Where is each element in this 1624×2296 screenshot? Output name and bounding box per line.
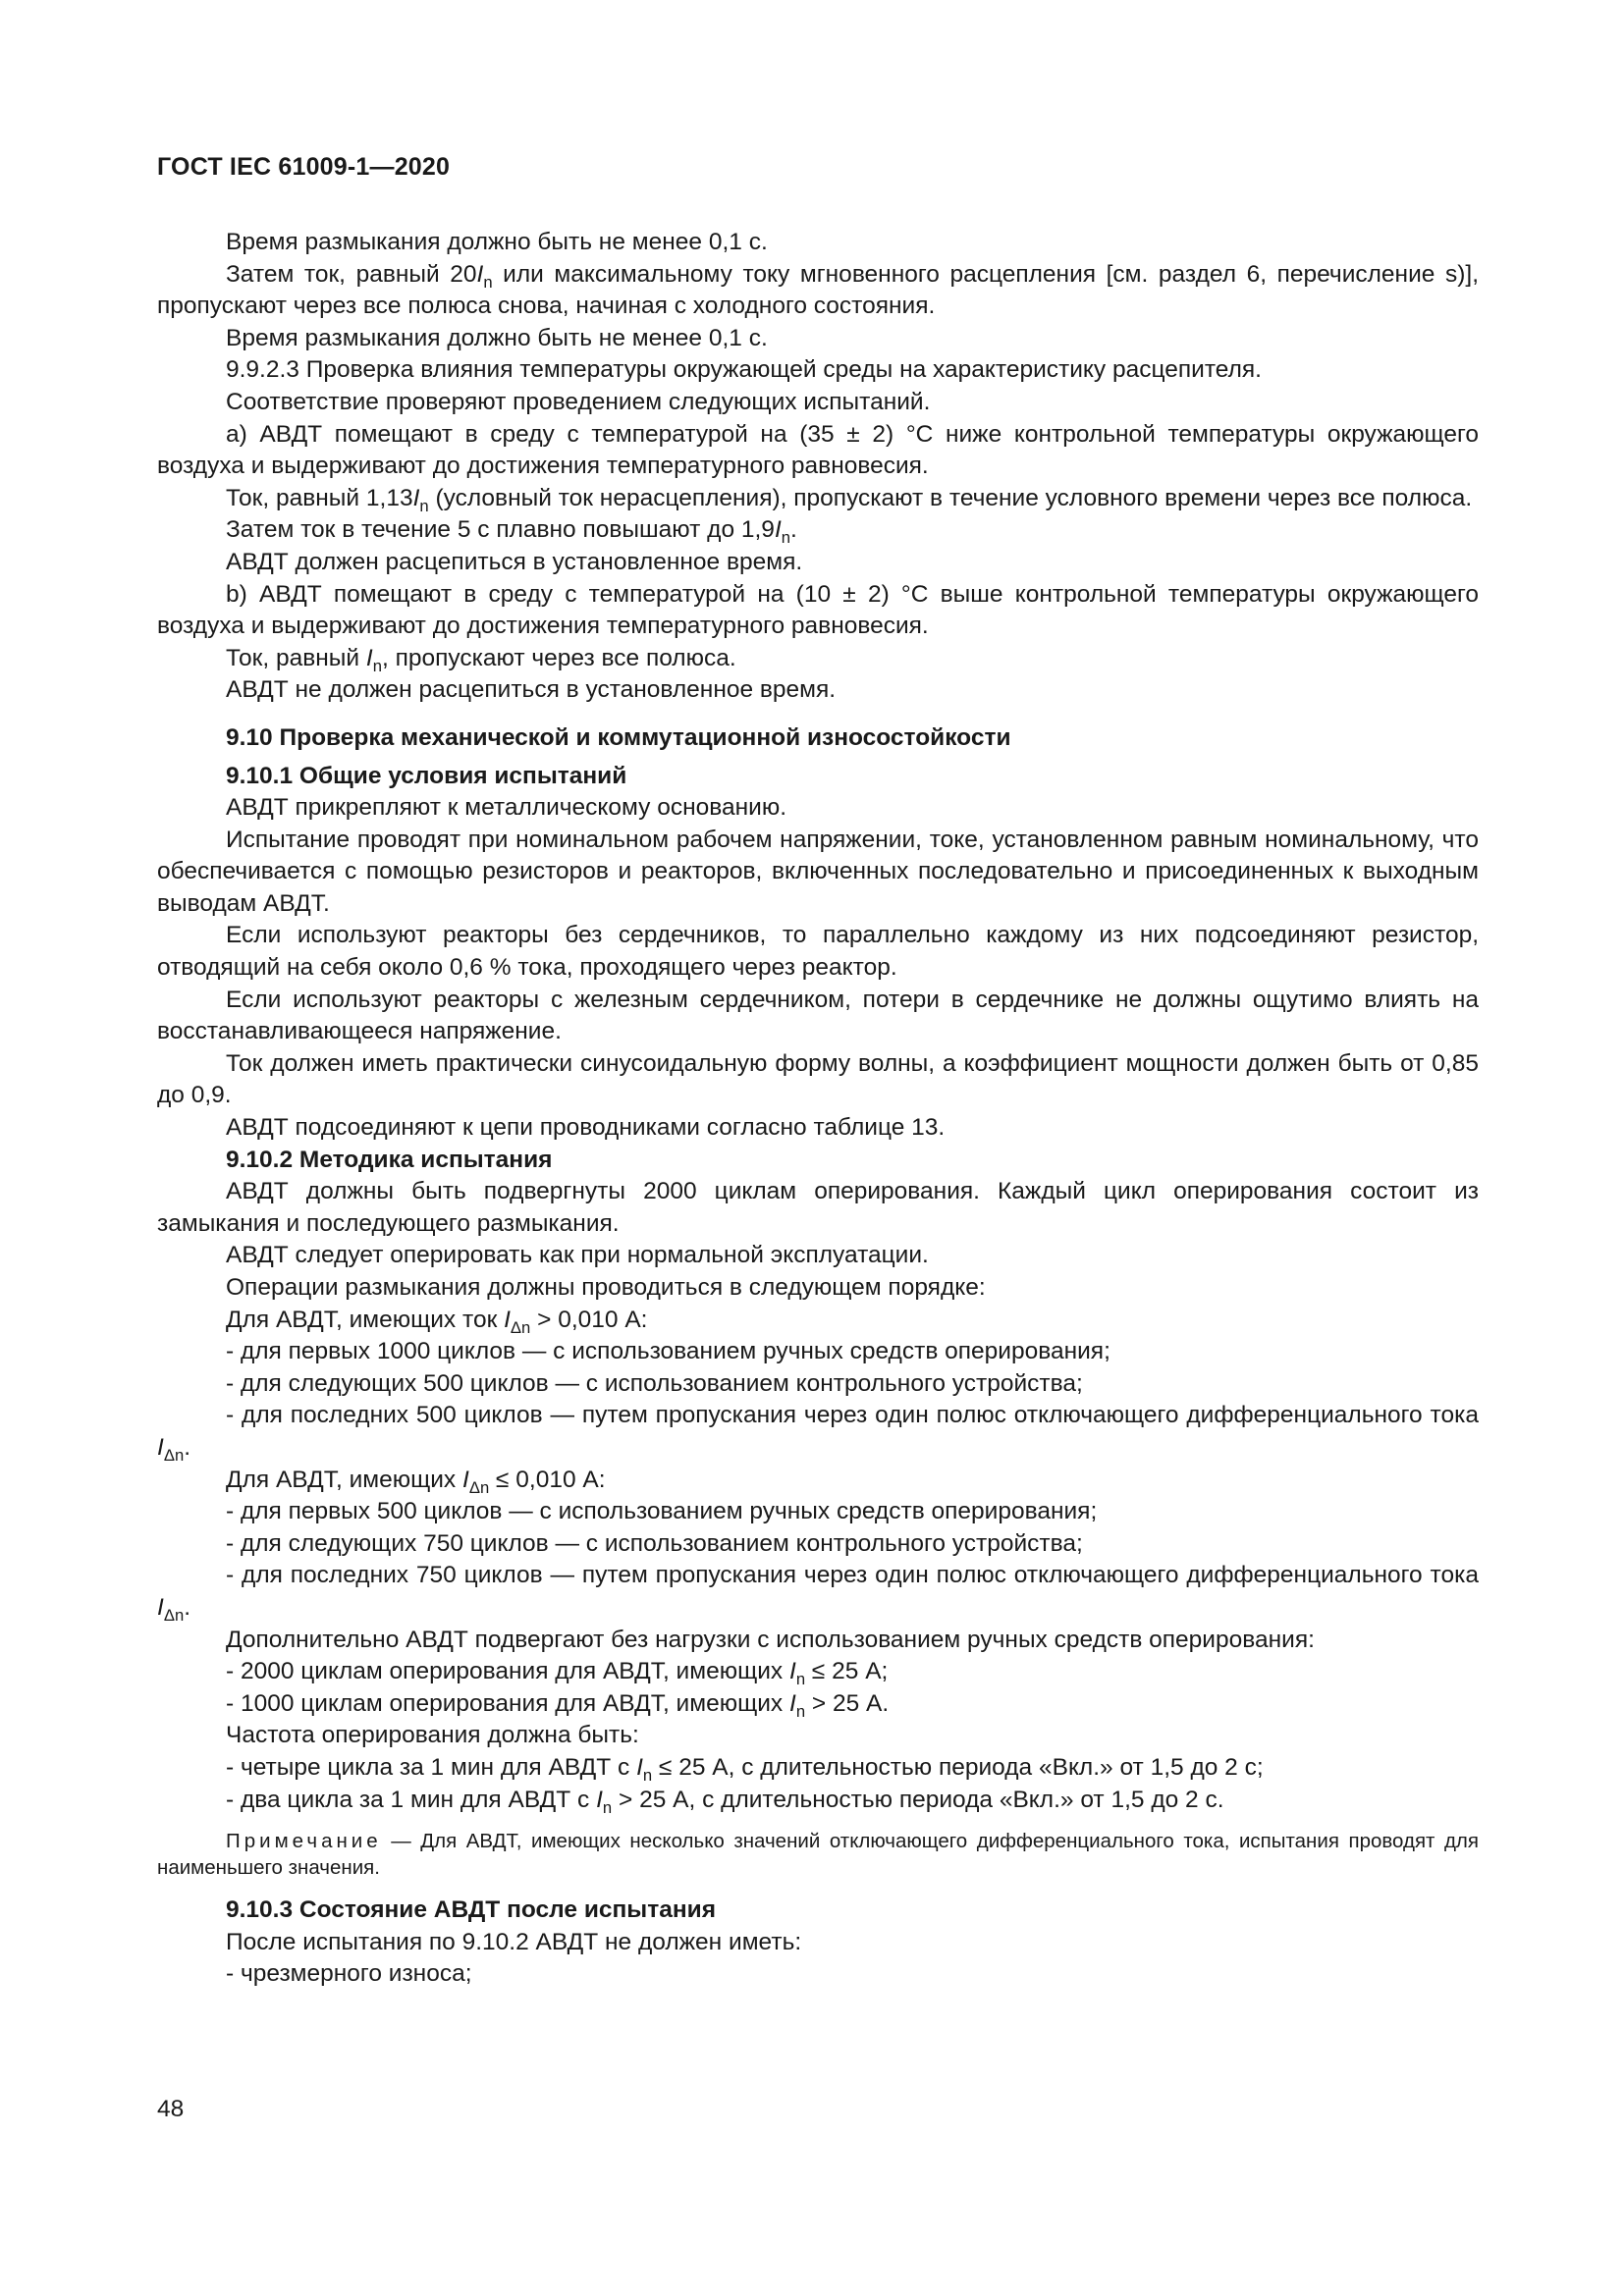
paragraph: b) АВДТ помещают в среду с температурой на (10 ± 2) °С выше контрольной температуры окружающего воздуха и выдерживают до достижения температурного равновесия. (157, 580, 1479, 640)
paragraph: 9.9.2.3 Проверка влияния температуры окружающей среды на характеристику расцепителя. (226, 356, 1262, 384)
list-item: - для первых 1000 циклов — с использованием ручных средств оперирования; (226, 1338, 1110, 1365)
page-number: 48 (157, 2096, 185, 2122)
subsection-heading: 9.10.1 Общие условия испытаний (226, 762, 627, 789)
paragraph: Для АВДТ, имеющих $I_{\Delta n} \le 0,010$ А: (226, 1466, 606, 1497)
paragraph: Ток, равный $I_n$, пропускают через все полюса. (226, 644, 736, 675)
list-item: - четыре цикла за 1 мин для АВДТ с $I_n \le 25$ А, с длительностью периода «Вкл.» от 1,5 до 2 с; (226, 1753, 1264, 1785)
paragraph: Время размыкания должно быть не менее 0,1 с. (226, 229, 768, 255)
note-label: Примечание (226, 1830, 382, 1853)
list-item: - для первых 500 циклов — с использованием ручных средств оперирования; (226, 1498, 1098, 1525)
list-item: - для последних 750 циклов — путем пропускания через один полюс отключающего дифференциального тока $I_{\Delta n}$. (157, 1562, 1479, 1625)
paragraph: Если используют реакторы с железным сердечником, потери в сердечнике не должны ощутимо влиять на восстанавливающееся напряжение. (157, 986, 1479, 1045)
paragraph: После испытания по 9.10.2 АВДТ не должен иметь: (226, 1928, 802, 1955)
list-item: - для следующих 750 циклов — с использованием контрольного устройства; (226, 1529, 1083, 1557)
document-header: ГОСТ IEC 61009-1—2020 (157, 153, 451, 181)
paragraph: Дополнительно АВДТ подвергают без нагрузки с использованием ручных средств оперирования: (226, 1626, 1315, 1653)
paragraph: Операции размыкания должны проводиться в следующем порядке: (226, 1274, 986, 1301)
list-item: - два цикла за 1 мин для АВДТ с $I_n > 25$ А, с длительностью периода «Вкл.» от 1,5 до 2 с. (226, 1786, 1224, 1817)
list-item: - чрезмерного износа; (226, 1960, 472, 1988)
list-item: - для последних 500 циклов — путем пропускания через один полюс отключающего дифференциального тока $I_{\Delta n}$. (157, 1402, 1479, 1465)
paragraph: Ток, равный $1,13I_n$ (условный ток нерасцепления), пропускают в течение условного времени через все полюса. (226, 484, 1473, 515)
section-heading: 9.10 Проверка механической и коммутационной износостойкости (226, 723, 1011, 751)
paragraph: Затем ток в течение 5 с плавно повышают до $1,9I_n$. (226, 516, 797, 548)
subsection-heading: 9.10.2 Методика испытания (226, 1146, 553, 1173)
paragraph: Затем ток, равный $20I_n$ или максимальному току мгновенного расцепления [см. раздел 6, перечисление s)], пропускают через все полюса снова, начиная с холодного состояния. (157, 260, 1479, 320)
subsection-heading: 9.10.3 Состояние АВДТ после испытания (226, 1896, 717, 1924)
paragraph: Ток должен иметь практически синусоидальную форму волны, а коэффициент мощности должен быть от 0,85 до 0,9. (157, 1049, 1479, 1109)
note (157, 1828, 1479, 1881)
paragraph: Соответствие проверяют проведением следующих испытаний. (226, 388, 931, 415)
paragraph: Для АВДТ, имеющих ток $I_{\Delta n} > 0,010$ А: (226, 1306, 648, 1337)
paragraph: АВДТ подсоединяют к цепи проводниками согласно таблице 13. (226, 1114, 946, 1142)
paragraph: АВДТ должен расцепиться в установленное время. (226, 548, 803, 575)
paragraph: АВДТ прикрепляют к металлическому основанию. (226, 794, 787, 822)
document-body (157, 227, 1479, 1991)
paragraph: Если используют реакторы без сердечников, то параллельно каждому из них подсоединяют резистор, отводящий на себя около 0,6 % тока, проходящего через реактор. (157, 922, 1479, 982)
paragraph: АВДТ не должен расцепиться в установленное время. (226, 676, 837, 704)
list-item: - 2000 циклам оперирования для АВДТ, имеющих $I_n \le 25$ А; (226, 1658, 889, 1689)
paragraph: а) АВДТ помещают в среду с температурой на (35 ± 2) °С ниже контрольной температуры окружающего воздуха и выдерживают до достижения температурного равновесия. (157, 420, 1479, 480)
paragraph: АВДТ должны быть подвергнуты 2000 циклам оперирования. Каждый цикл оперирования состоит из замыкания и последующего размыкания. (157, 1178, 1479, 1237)
paragraph: АВДТ следует оперировать как при нормальной эксплуатации. (226, 1242, 929, 1269)
note-text: — Для АВДТ, имеющих несколько значений отключающего дифференциального тока, испытания проводят для наименьшего значения. (157, 1830, 1479, 1880)
paragraph: Время размыкания должно быть не менее 0,1 с. (226, 324, 768, 351)
list-item: - для следующих 500 циклов — с использованием контрольного устройства; (226, 1369, 1083, 1397)
paragraph: Испытание проводят при номинальном рабочем напряжении, токе, установленном равным номинальному, что обеспечивается с помощью резисторов и реакторов, включенных последовательно и присоединенных к выходным выводам АВДТ. (157, 826, 1479, 917)
list-item: - 1000 циклам оперирования для АВДТ, имеющих $I_n > 25$ А. (226, 1689, 890, 1721)
paragraph: Частота оперирования должна быть: (226, 1722, 639, 1749)
